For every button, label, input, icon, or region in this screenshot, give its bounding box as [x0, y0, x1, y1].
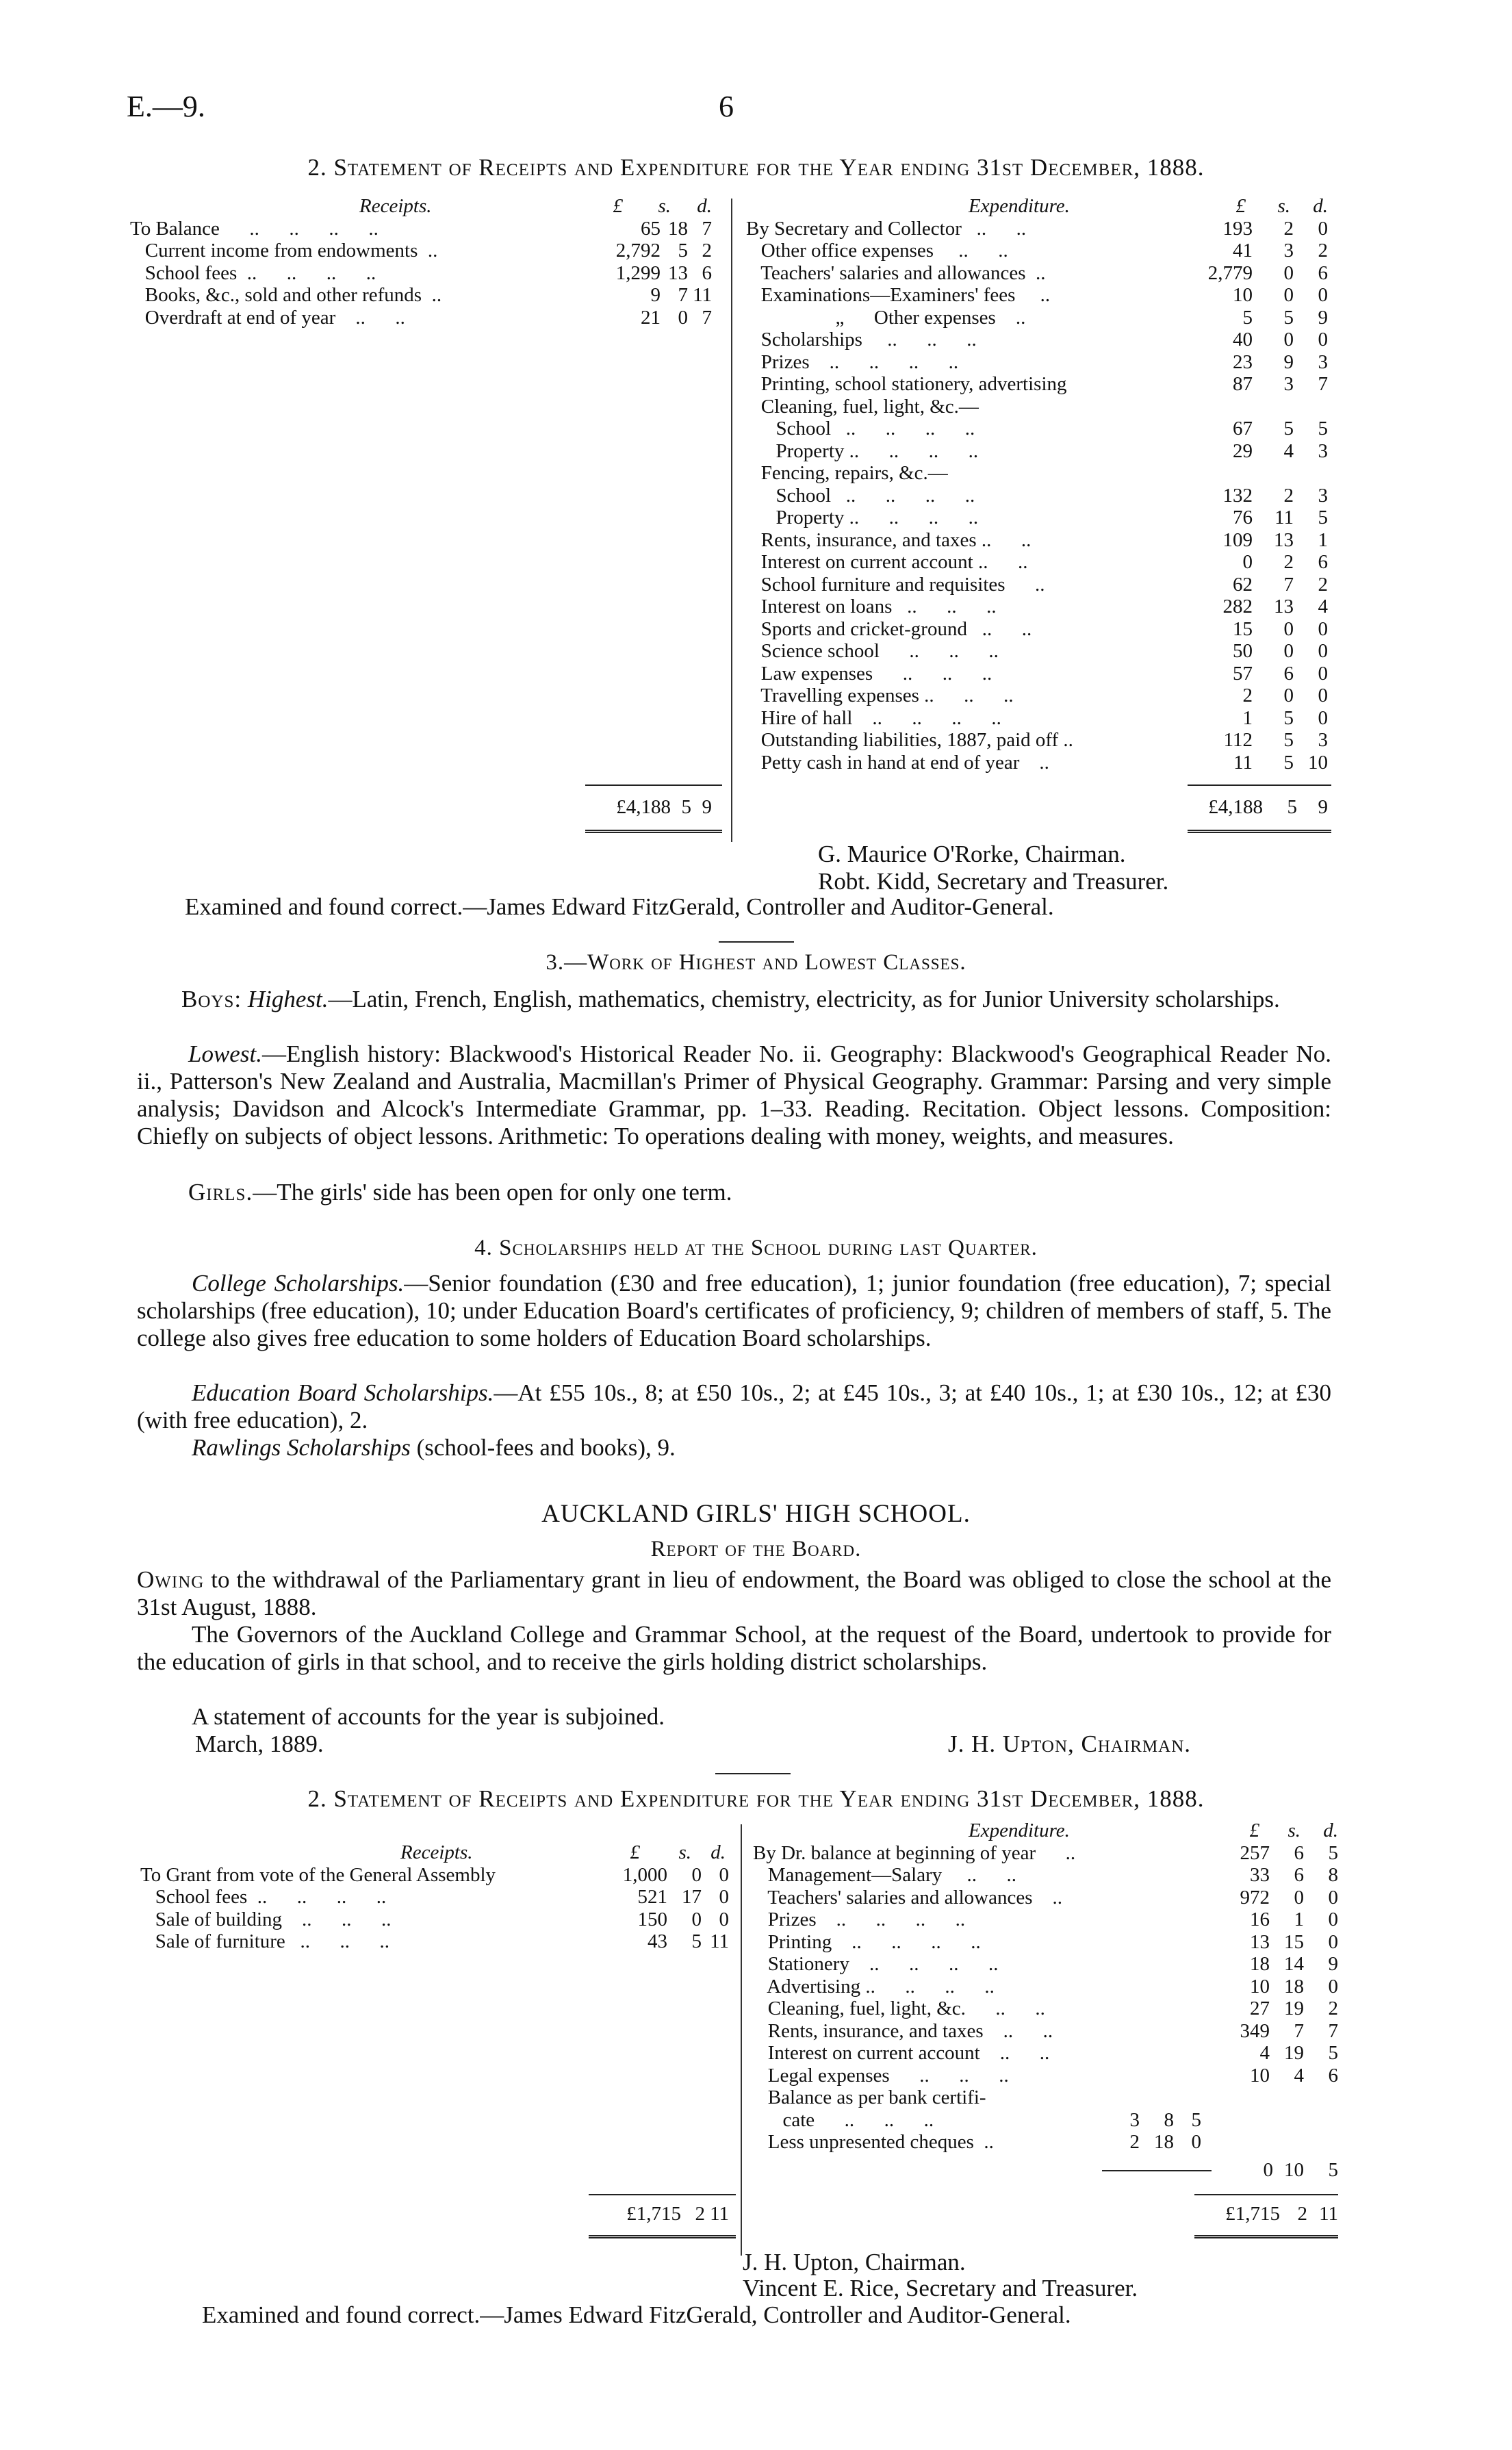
row-label: Interest on current account .. .. — [746, 551, 1028, 573]
amount-pounds: 1,000 — [622, 1863, 667, 1886]
amount-shillings: 3 — [1283, 240, 1294, 261]
row-label: Printing, school stationery, advertising — [746, 373, 1067, 395]
amount-pence: 9 — [1328, 1953, 1338, 1975]
col-shillings: s. — [658, 195, 671, 217]
school-title: AUCKLAND GIRLS' HIGH SCHOOL. — [541, 1500, 971, 1528]
amount-pounds: 65 — [641, 217, 661, 240]
amount-shillings: 2 — [1283, 551, 1294, 573]
amount-pounds: 21 — [641, 306, 661, 329]
table-row — [746, 329, 1331, 351]
amount-pounds: 521 — [637, 1886, 667, 1908]
table-row — [746, 752, 1331, 774]
table-row — [130, 284, 726, 307]
row-label: Stationery .. .. .. .. — [753, 1953, 999, 1975]
s5-receipts-total: £1,715 2 11 — [626, 2203, 729, 2225]
amount-shillings: 2 — [1283, 484, 1294, 507]
table-row — [746, 462, 1331, 485]
amount-shillings: 0 — [691, 1908, 702, 1930]
amount-pence: 7 — [702, 306, 712, 329]
amount-pence: 0 — [1328, 1909, 1338, 1930]
s1-receipts-table — [130, 195, 726, 329]
s4-board: Education Board Scholarships.—At £55 10s., 8; at £50 10s., 2; at £45 10s., 3; at £40 10s., 1; at £30 10s., 12; at £30 (with free education), 2. — [137, 1379, 1331, 1433]
s5-title: 2. Statement of Receipts and Expenditure for the Year ending 31st December, 1888. — [307, 1785, 1205, 1812]
table-row — [753, 1953, 1338, 1976]
amount-shillings: 19 — [1284, 1998, 1304, 2019]
s5-divider — [741, 1824, 742, 2256]
row-label: Overdraft at end of year .. .. — [130, 306, 405, 329]
row-label: School fees .. .. .. .. — [130, 261, 376, 284]
s1-receipts-total: £4,188 5 9 — [616, 796, 712, 818]
amount-shillings: 4 — [1294, 2064, 1304, 2087]
table-row — [746, 707, 1331, 730]
table-row — [746, 351, 1331, 374]
amount-pence: 0 — [1318, 617, 1328, 640]
table-row — [753, 2042, 1338, 2065]
row-label: Current income from endowments .. — [130, 240, 438, 261]
amount-pounds: 112 — [1223, 729, 1253, 751]
amount-pounds: 109 — [1222, 528, 1253, 551]
row-label: To Balance .. .. .. .. — [130, 217, 379, 240]
s3-lowest: Lowest.—English history: Blackwood's Historical Reader No. ii. Geography: Blackwood's Geographical Reader No. ii., Patterson's New Zealand and Australia, Macmillan's Primer of Physical Geography. Grammar: Parsing and very simple analysis; Davidson and Alcock's Intermediate Grammar, pp. 1–33. Reading. Recitation. Object lessons. Composition: Chiefly on subjects of object lessons. Arithmetic: To operations dealing with money, weights, and measures. — [137, 1041, 1331, 1149]
table-row — [140, 1909, 736, 1931]
girls-date: March, 1889. — [195, 1731, 324, 1757]
table-row — [753, 1909, 1338, 1931]
amount-pence: 6 — [1328, 2064, 1338, 2087]
amount-pounds: 10 — [1250, 1975, 1270, 1998]
amount-pounds: 11 — [1233, 751, 1253, 774]
amount-pounds: 15 — [1233, 617, 1253, 640]
table-row — [746, 574, 1331, 596]
row-label: Sports and cricket-ground .. .. — [746, 617, 1032, 640]
amount-shillings: 5 — [691, 1930, 702, 1952]
amount-shillings: 3 — [1283, 373, 1294, 395]
amount-pence: 10 — [1308, 751, 1328, 774]
row-label: Books, &c., sold and other refunds .. — [130, 284, 442, 306]
amount-shillings: 13 — [1274, 596, 1294, 617]
row-label: By Secretary and Collector .. .. — [746, 217, 1027, 240]
row-label: Rents, insurance, and taxes .. .. — [753, 2019, 1053, 2042]
row-label: Rents, insurance, and taxes .. .. — [746, 528, 1032, 551]
col-pounds: £ — [1235, 195, 1246, 217]
table-row — [753, 1998, 1338, 2020]
amount-shillings: 14 — [1284, 1953, 1304, 1975]
amount-pence: 7 — [1318, 373, 1328, 395]
amount-pence: 0 — [1318, 217, 1328, 240]
amount-pence: 9 — [1318, 306, 1328, 329]
amount-shillings: 0 — [1283, 640, 1294, 662]
amount-pounds: 57 — [1233, 662, 1253, 685]
s4-rawlings: Rawlings Scholarships (school-fees and books), 9. — [192, 1434, 676, 1461]
amount-pounds: 50 — [1233, 640, 1253, 662]
row-label: To Grant from vote of the General Assembly — [140, 1863, 496, 1886]
amount-shillings: 15 — [1284, 1930, 1304, 1953]
amount-pounds: 1 — [1242, 706, 1253, 729]
s1-divider — [731, 199, 732, 842]
table-row — [746, 529, 1331, 552]
table-row — [753, 1931, 1338, 1954]
col-pence: d. — [1313, 195, 1328, 217]
amount-pence: 0 — [1318, 640, 1328, 662]
row-label: Hire of hall .. .. .. .. — [746, 706, 1001, 729]
row-label: Management—Salary .. .. — [753, 1864, 1016, 1886]
amount-shillings: 6 — [1294, 1841, 1304, 1864]
amount-pounds: 29 — [1233, 439, 1253, 462]
amount-shillings: 18 — [1284, 1975, 1304, 1998]
row-label: Property .. .. .. .. — [746, 507, 979, 528]
amount-shillings: 5 — [1283, 418, 1294, 439]
amount-pence: 6 — [702, 261, 712, 284]
row-label: Sale of furniture .. .. .. — [140, 1930, 390, 1952]
amount-pence: 0 — [1328, 1930, 1338, 1953]
amount-pounds: 1,299 — [615, 261, 661, 284]
amount-shillings: 6 — [1294, 1864, 1304, 1886]
amount-pounds: 2,779 — [1207, 261, 1253, 284]
amount-pence: 5 — [1328, 1841, 1338, 1864]
row-label: School .. .. .. .. — [746, 418, 975, 439]
table-row — [746, 396, 1331, 418]
s5-receipts-table: Receipts. £ s. d. To Grant from vote of the General Assembly 1,000 0 0 School fees .. .. .. .. 521 17 0 Sale of building .. .. .. 150 0 0 Sale of furniture .. .. .. 43 5 11 — [140, 1841, 736, 1953]
table-row — [746, 307, 1331, 329]
amount-pence: 0 — [1318, 329, 1328, 350]
amount-shillings: 9 — [1283, 350, 1294, 373]
amount-pounds: 16 — [1250, 1909, 1270, 1930]
amount-shillings: 19 — [1284, 2042, 1304, 2064]
row-label: Law expenses .. .. .. — [746, 662, 992, 685]
amount-pounds: 43 — [648, 1930, 667, 1952]
row-label: Science school .. .. .. — [746, 640, 999, 662]
s1-secretary-signature: Robt. Kidd, Secretary and Treasurer. — [818, 868, 1169, 895]
row-label: Fencing, repairs, &c.— — [746, 462, 948, 484]
amount-pounds: 62 — [1233, 573, 1253, 596]
girls-p2: The Governors of the Auckland College and Grammar School, at the request of the Board, undertook to provide for the education of girls in that school, and to receive the girls holding district scholarships. — [137, 1621, 1331, 1675]
amount-shillings: 0 — [691, 1863, 702, 1886]
expenditure-heading: Expenditure. — [969, 1820, 1070, 1841]
girls-p1: Owing to the withdrawal of the Parliamentary grant in lieu of endowment, the Board was obliged to close the school at the 31st August, 1888. — [137, 1566, 1331, 1620]
table-row — [753, 2020, 1338, 2043]
table-row — [746, 551, 1331, 574]
table-row — [746, 685, 1331, 707]
amount-shillings: 13 — [1274, 528, 1294, 551]
amount-shillings: 11 — [1274, 507, 1294, 528]
col-pence: d. — [697, 195, 712, 217]
girls-p3: A statement of accounts for the year is subjoined. — [192, 1703, 665, 1730]
amount-shillings: 5 — [1283, 306, 1294, 329]
row-label: School fees .. .. .. .. — [140, 1886, 387, 1908]
row-label: Scholarships .. .. .. — [746, 329, 977, 350]
amount-pence: 2 — [1328, 1998, 1338, 2019]
amount-shillings: 7 — [678, 284, 688, 306]
amount-pence: 0 — [1328, 1975, 1338, 1998]
amount-pounds: 18 — [1250, 1953, 1270, 1975]
amount-pounds: 257 — [1240, 1841, 1270, 1864]
amount-shillings: 4 — [1283, 439, 1294, 462]
row-label: School .. .. .. .. — [746, 484, 975, 507]
table-row — [140, 1886, 736, 1909]
amount-shillings: 0 — [678, 306, 688, 329]
amount-pence: 6 — [1318, 551, 1328, 573]
s1-expenditure-table — [746, 195, 1331, 774]
s5-secretary-signature: Vincent E. Rice, Secretary and Treasurer. — [743, 2275, 1138, 2301]
amount-pence: 0 — [719, 1886, 729, 1908]
amount-pounds: 13 — [1250, 1930, 1270, 1953]
table-row — [140, 1864, 736, 1887]
row-label: Petty cash in hand at end of year .. — [746, 751, 1049, 774]
amount-shillings: 6 — [1283, 662, 1294, 685]
table-row — [746, 596, 1331, 618]
amount-pence: 5 — [1318, 418, 1328, 439]
row-label: Interest on current account .. .. — [753, 2042, 1050, 2064]
table-row — [130, 240, 726, 262]
amount-pence: 11 — [693, 284, 712, 306]
amount-pence: 0 — [1318, 284, 1328, 306]
page-ref: E.—9. — [127, 90, 205, 123]
table-row — [753, 1842, 1338, 1865]
table-row — [746, 485, 1331, 507]
row-label: „ Other expenses .. — [746, 306, 1026, 329]
amount-pounds: 10 — [1233, 284, 1253, 306]
amount-pounds: 67 — [1233, 418, 1253, 439]
amount-pounds: 27 — [1250, 1998, 1270, 2019]
table-row — [746, 262, 1331, 285]
s4-college: College Scholarships.—Senior foundation (£30 and free education), 1; junior foundation (free education), 7; special scholarships (free education), 10; under Education Board's certificates of proficiency, 9; children of members of staff, 5. The college also gives free education to some holders of Education Board scholarships. — [137, 1270, 1331, 1351]
amount-pence: 6 — [1318, 261, 1328, 284]
amount-pence: 11 — [710, 1930, 729, 1952]
amount-pence: 7 — [702, 217, 712, 240]
row-label: Examinations—Examiners' fees .. — [746, 284, 1051, 306]
row-label: By Dr. balance at beginning of year .. — [753, 1841, 1076, 1864]
amount-shillings: 5 — [1283, 729, 1294, 751]
amount-pence: 1 — [1318, 528, 1328, 551]
table-row — [746, 729, 1331, 752]
amount-pounds: 5 — [1242, 306, 1253, 329]
row-label: Teachers' salaries and allowances .. — [746, 261, 1046, 284]
row-label: Interest on loans .. .. .. — [746, 596, 997, 617]
table-row — [746, 640, 1331, 663]
table-row — [753, 1976, 1338, 1998]
receipts-heading: Receipts. — [359, 195, 432, 217]
amount-pounds: 4 — [1259, 2042, 1270, 2064]
amount-pence: 4 — [1318, 596, 1328, 617]
table-row — [130, 307, 726, 329]
amount-pounds: 282 — [1222, 596, 1253, 617]
page-number: 6 — [719, 90, 734, 123]
expenditure-heading: Expenditure. — [969, 195, 1070, 217]
row-label: Cleaning, fuel, light, &c. .. .. — [753, 1998, 1045, 2019]
table-row — [130, 218, 726, 240]
s4-title: 4. Scholarships held at the School during last Quarter. — [474, 1236, 1038, 1260]
table-row — [753, 2065, 1338, 2087]
amount-pounds: 150 — [637, 1908, 667, 1930]
table-row — [746, 618, 1331, 641]
amount-shillings: 7 — [1294, 2019, 1304, 2042]
row-label: Travelling expenses .. .. .. — [746, 685, 1014, 706]
amount-shillings: 2 — [1283, 217, 1294, 240]
amount-pounds: 0 — [1242, 551, 1253, 573]
amount-pounds: 10 — [1250, 2064, 1270, 2087]
amount-pence: 3 — [1318, 484, 1328, 507]
amount-pounds: 40 — [1233, 329, 1253, 350]
amount-shillings: 13 — [668, 261, 688, 284]
amount-pence: 0 — [719, 1863, 729, 1886]
amount-shillings: 0 — [1283, 685, 1294, 706]
s1-chairman-signature: G. Maurice O'Rorke, Chairman. — [818, 841, 1126, 867]
amount-shillings: 1 — [1294, 1909, 1304, 1930]
amount-pence: 8 — [1328, 1864, 1338, 1886]
table-row — [130, 262, 726, 285]
amount-shillings: 5 — [1283, 751, 1294, 774]
table-row — [746, 373, 1331, 396]
amount-pence: 0 — [1318, 706, 1328, 729]
amount-shillings: 5 — [678, 240, 688, 261]
s5-expenditure-total: £1,715 2 11 — [1225, 2203, 1338, 2225]
amount-pounds: 972 — [1240, 1886, 1270, 1909]
row-label: Prizes .. .. .. .. — [746, 350, 959, 373]
amount-pounds: 2,792 — [615, 240, 661, 261]
table-row — [746, 507, 1331, 529]
row-label: Prizes .. .. .. .. — [753, 1909, 966, 1930]
amount-pence: 3 — [1318, 729, 1328, 751]
s1-examined: Examined and found correct.—James Edward FitzGerald, Controller and Auditor-General. — [185, 893, 1054, 920]
s5-examined: Examined and found correct.—James Edward FitzGerald, Controller and Auditor-General. — [202, 2301, 1071, 2328]
table-row — [746, 284, 1331, 307]
row-label: Property .. .. .. .. — [746, 439, 979, 462]
amount-pounds: 132 — [1222, 484, 1253, 507]
amount-pence: 2 — [702, 240, 712, 261]
receipts-heading: Receipts. — [400, 1841, 473, 1863]
girls-chairman: J. H. Upton, Chairman. — [948, 1731, 1192, 1757]
s3-title: 3.—Work of Highest and Lowest Classes. — [546, 950, 966, 975]
row-label: Sale of building .. .. .. — [140, 1908, 392, 1930]
table-row — [140, 1930, 736, 1953]
amount-pounds: 23 — [1233, 350, 1253, 373]
amount-pence: 0 — [1328, 1886, 1338, 1909]
amount-shillings: 0 — [1283, 329, 1294, 350]
row-label: Other office expenses .. .. — [746, 240, 1008, 261]
amount-shillings: 0 — [1283, 261, 1294, 284]
row-label: Printing .. .. .. .. — [753, 1930, 981, 1953]
row-label: Legal expenses .. .. .. — [753, 2064, 1009, 2087]
s5-chairman-signature: J. H. Upton, Chairman. — [743, 2249, 966, 2275]
amount-pence: 5 — [1328, 2042, 1338, 2064]
row-label: Teachers' salaries and allowances .. — [753, 1886, 1062, 1909]
amount-shillings: 0 — [1283, 617, 1294, 640]
amount-pounds: 349 — [1240, 2019, 1270, 2042]
report-subtitle: Report of the Board. — [650, 1537, 862, 1561]
col-shillings: s. — [1277, 195, 1290, 217]
amount-pounds: 41 — [1233, 240, 1253, 261]
amount-pence: 3 — [1318, 350, 1328, 373]
amount-shillings: 18 — [668, 217, 688, 240]
amount-pence: 0 — [1318, 685, 1328, 706]
amount-pence: 7 — [1328, 2019, 1338, 2042]
amount-pounds: 87 — [1233, 373, 1253, 395]
amount-pence: 0 — [1318, 662, 1328, 685]
amount-pounds: 2 — [1242, 685, 1253, 706]
s3-boys: Boys: Highest.—Latin, French, English, mathematics, chemistry, electricity, as for Junior University scholarships. — [181, 986, 1280, 1012]
table-row — [746, 663, 1331, 685]
amount-pence: 0 — [719, 1908, 729, 1930]
row-label: Outstanding liabilities, 1887, paid off .. — [746, 729, 1073, 751]
amount-shillings: 7 — [1283, 573, 1294, 596]
amount-shillings: 0 — [1283, 284, 1294, 306]
amount-pence: 3 — [1318, 439, 1328, 462]
amount-pounds: 9 — [650, 284, 661, 306]
amount-shillings: 5 — [1283, 706, 1294, 729]
row-label: Advertising .. .. .. .. — [753, 1975, 995, 1998]
table-row — [746, 240, 1331, 262]
table-row — [746, 218, 1331, 240]
s1-expenditure-total: £4,188 5 9 — [1208, 796, 1328, 818]
s3-girls: Girls.—The girls' side has been open for only one term. — [188, 1179, 732, 1205]
s1-title: 2. Statement of Receipts and Expenditure for the Year ending 31st December, 1888. — [307, 154, 1205, 181]
amount-pounds: 33 — [1250, 1864, 1270, 1886]
amount-pence: 5 — [1318, 507, 1328, 528]
s5-expenditure-table: Expenditure. £ s. d. By Dr. balance at beginning of year .. 257 6 5 Management—Salary .. .. 33 6 8 Teachers' salaries and allowances .. 972 0 0 Prizes .. .. .. .. 16 1 0 Printing .. .. .. .. 13 15 0 Stationery .. .. .. .. 18 14 9 Advertising .. .. .. .. 10 18 0 Cleaning, fuel, light, &c. .. .. 27 19 2 Rents, insurance, and taxes .. .. 349 7 7 Interest on current account .. .. 4 19 5 Legal expenses .. .. .. 10 4 6 Balance as per bank certifi- cate .. .. .. 3 8 5 Less unpresented cheques .. 2 18 0 0 10 5 — [753, 1820, 1338, 2181]
amount-shillings: 17 — [682, 1886, 702, 1908]
amount-pounds: 193 — [1222, 217, 1253, 240]
table-row — [746, 440, 1331, 463]
amount-pence: 2 — [1318, 573, 1328, 596]
row-label: School furniture and requisites .. — [746, 573, 1045, 596]
row-label: Cleaning, fuel, light, &c.— — [746, 395, 979, 418]
amount-pence: 2 — [1318, 240, 1328, 261]
amount-shillings: 0 — [1294, 1886, 1304, 1909]
table-row — [746, 418, 1331, 440]
table-row — [753, 1864, 1338, 1887]
amount-pounds: 76 — [1233, 507, 1253, 528]
table-row — [753, 1887, 1338, 1909]
col-pounds: £ — [613, 195, 623, 217]
